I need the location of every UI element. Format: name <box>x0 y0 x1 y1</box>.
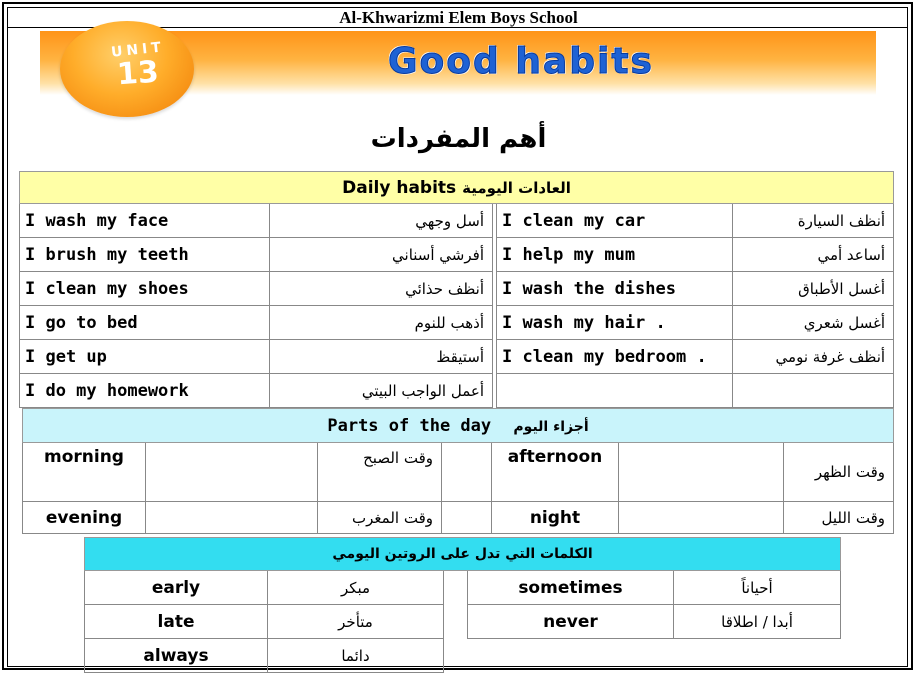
daily-right-ar: أساعد أمي <box>733 238 894 272</box>
daily-left-ar: أنظف حذائي <box>270 272 493 306</box>
daily-left-ar: أعمل الواجب البيتي <box>270 374 493 408</box>
vocabulary-title: أهم المفردات <box>370 124 547 154</box>
daily-right-en: I wash the dishes <box>497 272 733 306</box>
daily-right-en: I clean my car <box>497 204 733 238</box>
daily-right-ar: أغسل شعري <box>733 306 894 340</box>
part-ar: وقت الصبح <box>318 443 442 502</box>
daily-right-ar: أنظف السيارة <box>733 204 894 238</box>
daily-habits-header <box>20 172 894 204</box>
daily-left-ar: أستيقظ <box>270 340 493 374</box>
blank-cell <box>146 502 318 534</box>
routine-en: early <box>85 571 268 605</box>
routine-gap <box>444 605 468 639</box>
part-ar: وقت الظهر <box>784 443 894 502</box>
daily-left-en: I clean my shoes <box>20 272 270 306</box>
daily-habits-header-ar: العادات اليومية <box>462 178 571 197</box>
daily-right-ar: أغسل الأطباق <box>733 272 894 306</box>
parts-of-day-header <box>23 409 894 443</box>
blank-cell <box>619 443 784 502</box>
unit-label: UNIT <box>110 39 166 61</box>
daily-right-en: I clean my bedroom . <box>497 340 733 374</box>
daily-left-ar: أفرشي أسناني <box>270 238 493 272</box>
parts-of-day-header-en: Parts of the day <box>327 415 492 436</box>
daily-left-en: I brush my teeth <box>20 238 270 272</box>
daily-right-en <box>497 374 733 408</box>
routine-words-table <box>84 537 841 673</box>
routine-ar: دائما <box>268 639 444 673</box>
daily-left-en: I go to bed <box>20 306 270 340</box>
routine-ar: مبكر <box>268 571 444 605</box>
routine-ar: أحياناً <box>674 571 841 605</box>
daily-left-en: I get up <box>20 340 270 374</box>
gap-cell <box>442 502 492 534</box>
routine-ar: متأخر <box>268 605 444 639</box>
parts-of-day-header-ar: أجزاء اليوم <box>513 418 589 435</box>
routine-ar: أبدا / اطلاقا <box>674 605 841 639</box>
routine-en: sometimes <box>468 571 674 605</box>
daily-habits-header-en: Daily habits <box>342 177 457 198</box>
routine-en: late <box>85 605 268 639</box>
daily-right-en: I help my mum <box>497 238 733 272</box>
daily-left-ar: أذهب للنوم <box>270 306 493 340</box>
daily-right-ar: أنظف غرفة نومي <box>733 340 894 374</box>
unit-number: 13 <box>115 54 160 93</box>
daily-left-en: I wash my face <box>20 204 270 238</box>
routine-en: never <box>468 605 674 639</box>
part-ar: وقت الليل <box>784 502 894 534</box>
routine-gap <box>444 639 468 673</box>
school-name: Al-Khwarizmi Elem Boys School <box>339 8 578 27</box>
daily-left-ar: أسل وجهي <box>270 204 493 238</box>
routine-en: always <box>85 639 268 673</box>
blank-cell <box>619 502 784 534</box>
gap-cell <box>442 443 492 502</box>
part-en: afternoon <box>492 443 619 502</box>
unit-title: Good habits <box>388 41 654 82</box>
blank-cell <box>146 443 318 502</box>
part-en: morning <box>23 443 146 502</box>
part-en: night <box>492 502 619 534</box>
routine-words-header: الكلمات التي تدل على الروتين اليومي <box>85 538 841 571</box>
part-ar: وقت المغرب <box>318 502 442 534</box>
routine-empty <box>674 639 841 673</box>
routine-empty <box>468 639 674 673</box>
daily-left-en: I do my homework <box>20 374 270 408</box>
routine-gap <box>444 571 468 605</box>
daily-habits-table <box>19 171 894 408</box>
daily-right-ar <box>733 374 894 408</box>
daily-right-en: I wash my hair . <box>497 306 733 340</box>
part-en: evening <box>23 502 146 534</box>
parts-of-day-table <box>22 408 894 534</box>
